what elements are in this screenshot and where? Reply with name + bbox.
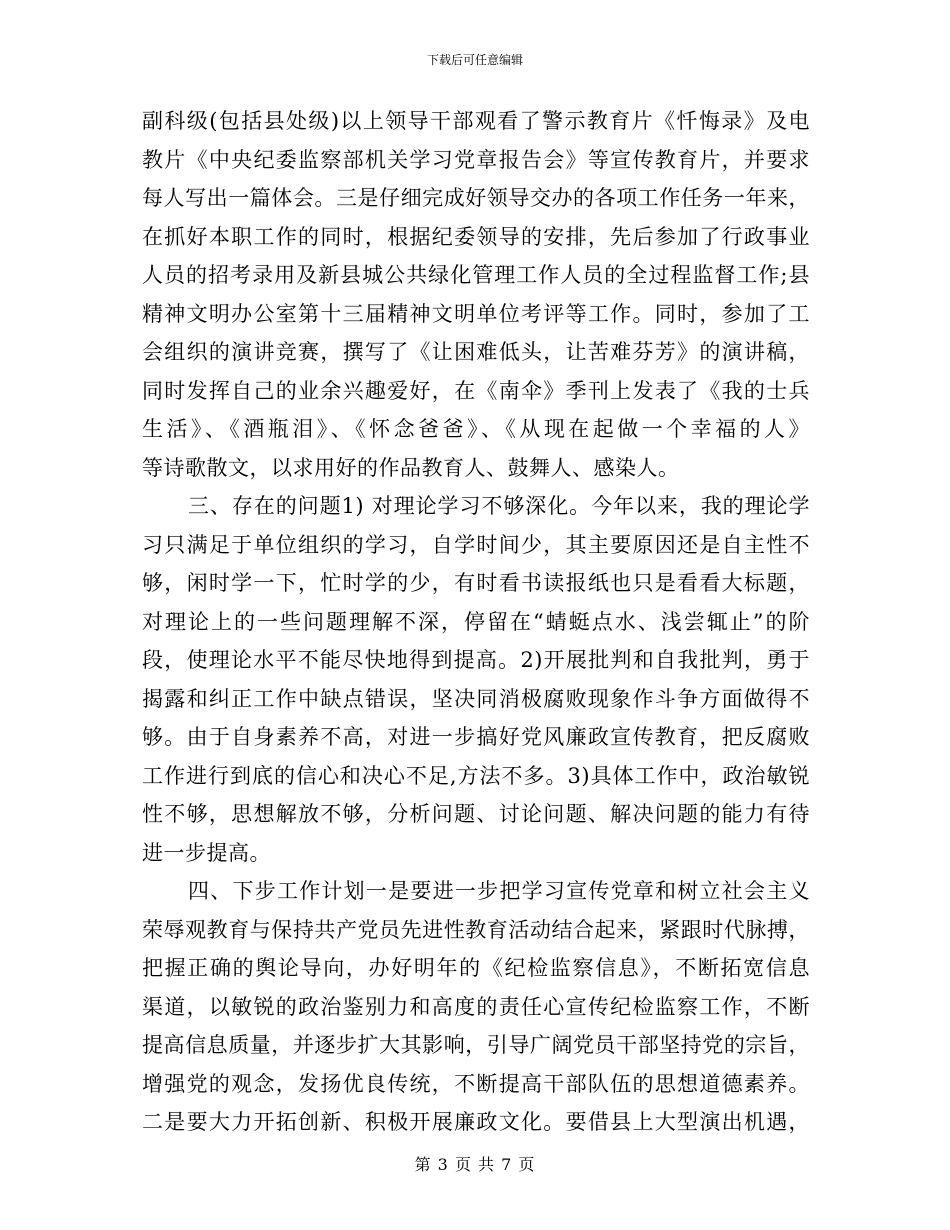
body-line: 同时发挥自己的业余兴趣爱好，在《南伞》季刊上发表了《我的士兵 <box>142 378 810 403</box>
paragraph-start-line: 四、下步工作计划一是要进一步把学习宣传党章和树立社会主义 <box>188 879 810 903</box>
paragraph-start-line: 三、存在的问题1) 对理论学习不够深化。今年以来，我的理论学 <box>188 494 810 518</box>
body-line: 教片《中央纪委监察部机关学习党章报告会》等宣传教育片，并要求 <box>142 147 810 172</box>
body-line: 渠道，以敏锐的政治鉴别力和高度的责任心宣传纪检监察工作，不断 <box>142 994 810 1019</box>
body-line: 等诗歌散文，以求用好的作品教育人、鼓舞人、感染人。 <box>142 455 680 480</box>
body-line: 性不够，思想解放不够，分析问题、讨论问题、解决问题的能力有待 <box>142 802 810 826</box>
body-line: 荣辱观教育与保持共产党员先进性教育活动结合起来，紧跟时代脉搏， <box>142 917 810 942</box>
body-line: 二是要大力开拓创新、积极开展廉政文化。要借县上大型演出机遇， <box>142 1110 810 1134</box>
document-body <box>142 102 810 1142</box>
body-line: 对理论上的一些问题理解不深，停留在“蜻蜓点水、浅尝辄止”的阶 <box>142 609 810 634</box>
body-line: 段，使理论水平不能尽快地得到提高。2)开展批判和自我批判，勇于 <box>142 648 810 672</box>
body-line: 工作进行到底的信心和决心不足,方法不多。3)具体工作中，政治敏锐 <box>142 763 810 788</box>
body-line: 生活》、《酒瓶泪》、《怀念爸爸》、《从现在起做一个幸福的人》 <box>142 417 810 441</box>
body-line: 会组织的演讲竞赛，撰写了《让困难低头，让苦难芬芳》的演讲稿， <box>142 340 810 364</box>
body-line: 够，闲时学一下，忙时学的少，有时看书读报纸也只是看看大标题， <box>142 571 810 595</box>
page-header: 下载后可任意编辑 <box>426 53 523 67</box>
body-line: 习只满足于单位组织的学习，自学时间少，其主要原因还是自主性不 <box>142 532 810 557</box>
body-line: 每人写出一篇体会。三是仔细完成好领导交办的各项工作任务一年来， <box>142 186 810 210</box>
body-line: 增强党的观念，发扬优良传统，不断提高干部队伍的思想道德素养。 <box>142 1071 810 1096</box>
body-line: 人员的招考录用及新县城公共绿化管理工作人员的全过程监督工作;县 <box>142 263 810 287</box>
body-line: 精神文明办公室第十三届精神文明单位考评等工作。同时，参加了工 <box>142 301 810 326</box>
body-line: 副科级(包括县处级)以上领导干部观看了警示教育片《忏悔录》及电 <box>142 109 810 133</box>
body-line: 揭露和纠正工作中缺点错误，坚决同消极腐败现象作斗争方面做得不 <box>142 686 810 711</box>
body-line: 把握正确的舆论导向，办好明年的《纪检监察信息》，不断拓宽信息 <box>142 956 810 980</box>
body-line: 提高信息质量，并逐步扩大其影响，引导广阔党员干部坚持党的宗旨， <box>142 1033 810 1057</box>
body-line: 进一步提高。 <box>142 840 271 865</box>
body-line: 在抓好本职工作的同时，根据纪委领导的安排，先后参加了行政事业 <box>142 224 810 249</box>
body-line: 够。由于自身素养不高，对进一步搞好党风廉政宣传教育，把反腐败 <box>142 725 810 749</box>
page-number: 第 3 页 共 7 页 <box>414 1155 536 1174</box>
